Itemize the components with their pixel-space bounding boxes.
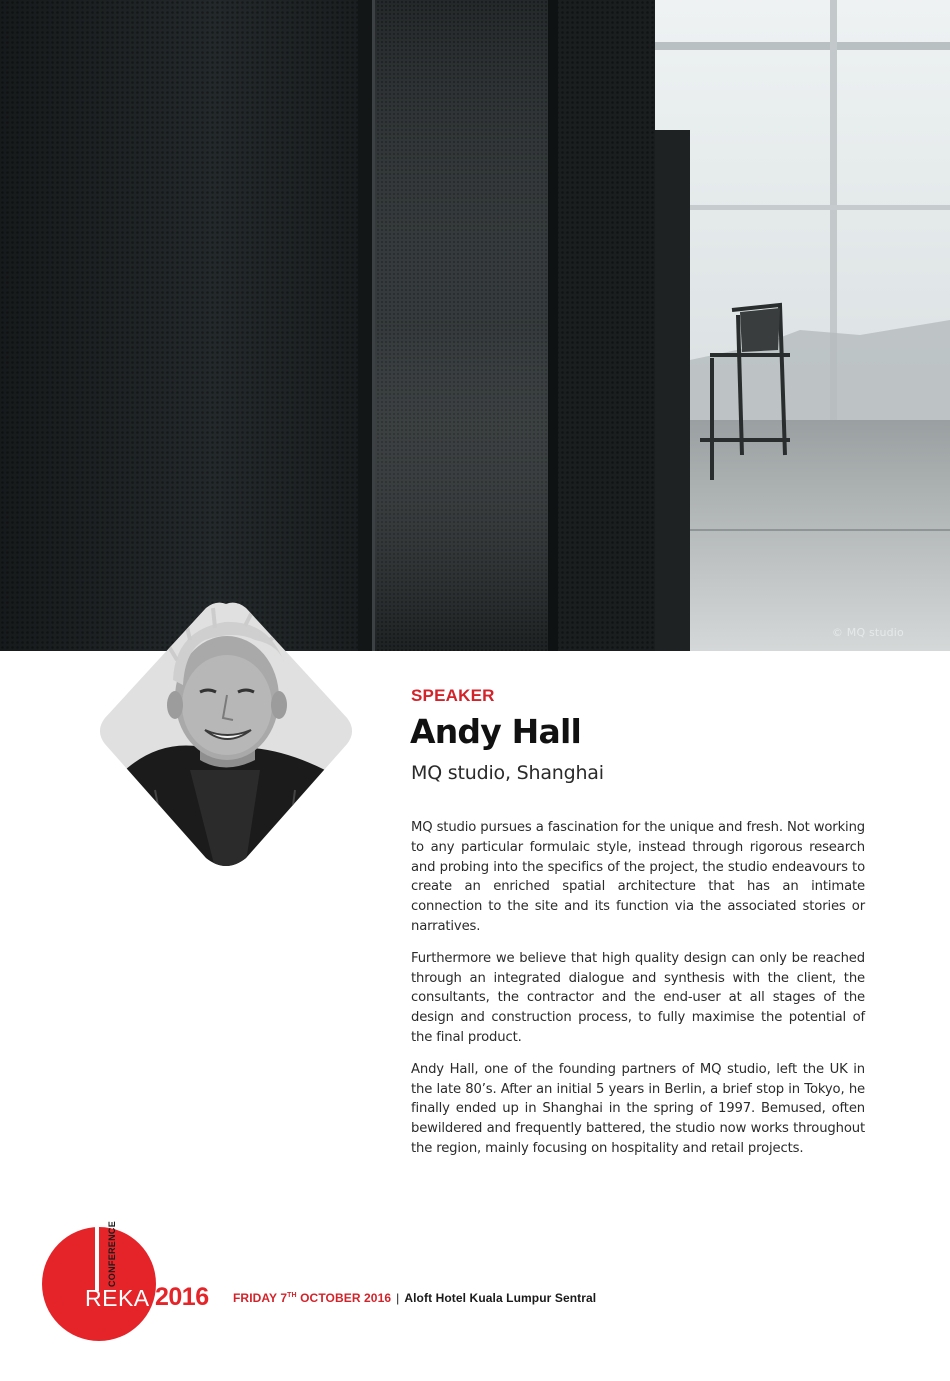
- reka-conference-logo: [42, 1220, 222, 1343]
- portrait-photo: [95, 600, 357, 868]
- logo-conference-text: CONFERENCE: [107, 1220, 118, 1288]
- speaker-portrait: [95, 600, 357, 868]
- logo-white-bar: [95, 1227, 99, 1291]
- event-date-main: FRIDAY 7: [233, 1291, 288, 1305]
- speaker-name: Andy Hall: [410, 712, 581, 751]
- photo-credit: © MQ studio: [831, 626, 904, 639]
- event-date-suffix: TH: [287, 1292, 297, 1299]
- event-venue: Aloft Hotel Kuala Lumpur Sentral: [404, 1291, 597, 1305]
- event-info: [233, 1291, 596, 1305]
- logo-red-circle: [42, 1227, 156, 1341]
- speaker-label: SPEAKER: [411, 686, 495, 705]
- logo-year-text: 2016: [155, 1283, 209, 1311]
- event-date-rest: OCTOBER 2016: [296, 1291, 392, 1305]
- bio-paragraph: Furthermore we believe that high quality design can only be reached through an integrated dialogue and synthesis with the client, the consultants, the contractor and the end-user at all stages of the design and construction process, to fully maximise the potential of the final product.: [411, 950, 865, 1045]
- bio-paragraph: MQ studio pursues a fascination for the unique and fresh. Not working to any particular formulaic style, instead through rigorous research and probing into the specifics of the project, the studio endeavours to create an enriched spatial architecture that has an intimate connection to the site and its function via the associated stories or narratives.: [411, 820, 865, 934]
- event-date: [233, 1291, 391, 1305]
- speaker-organization: MQ studio, Shanghai: [411, 762, 604, 784]
- interior-photo-illustration: [0, 0, 950, 651]
- logo-reka-text: REKA: [85, 1285, 150, 1311]
- hero-photo: [0, 0, 950, 651]
- footer-separator: |: [396, 1291, 400, 1305]
- bio-paragraph: Andy Hall, one of the founding partners of MQ studio, left the UK in the late 80’s. After an initial 5 years in Berlin, a brief stop in Tokyo, he finally ended up in Shanghai in the spring of 1997. Bemused, often bewildered and frequently battered, the studio now works throughout the region, mainly focusing on hospitality and retail projects.: [411, 1061, 865, 1156]
- speaker-bio: [411, 818, 865, 1171]
